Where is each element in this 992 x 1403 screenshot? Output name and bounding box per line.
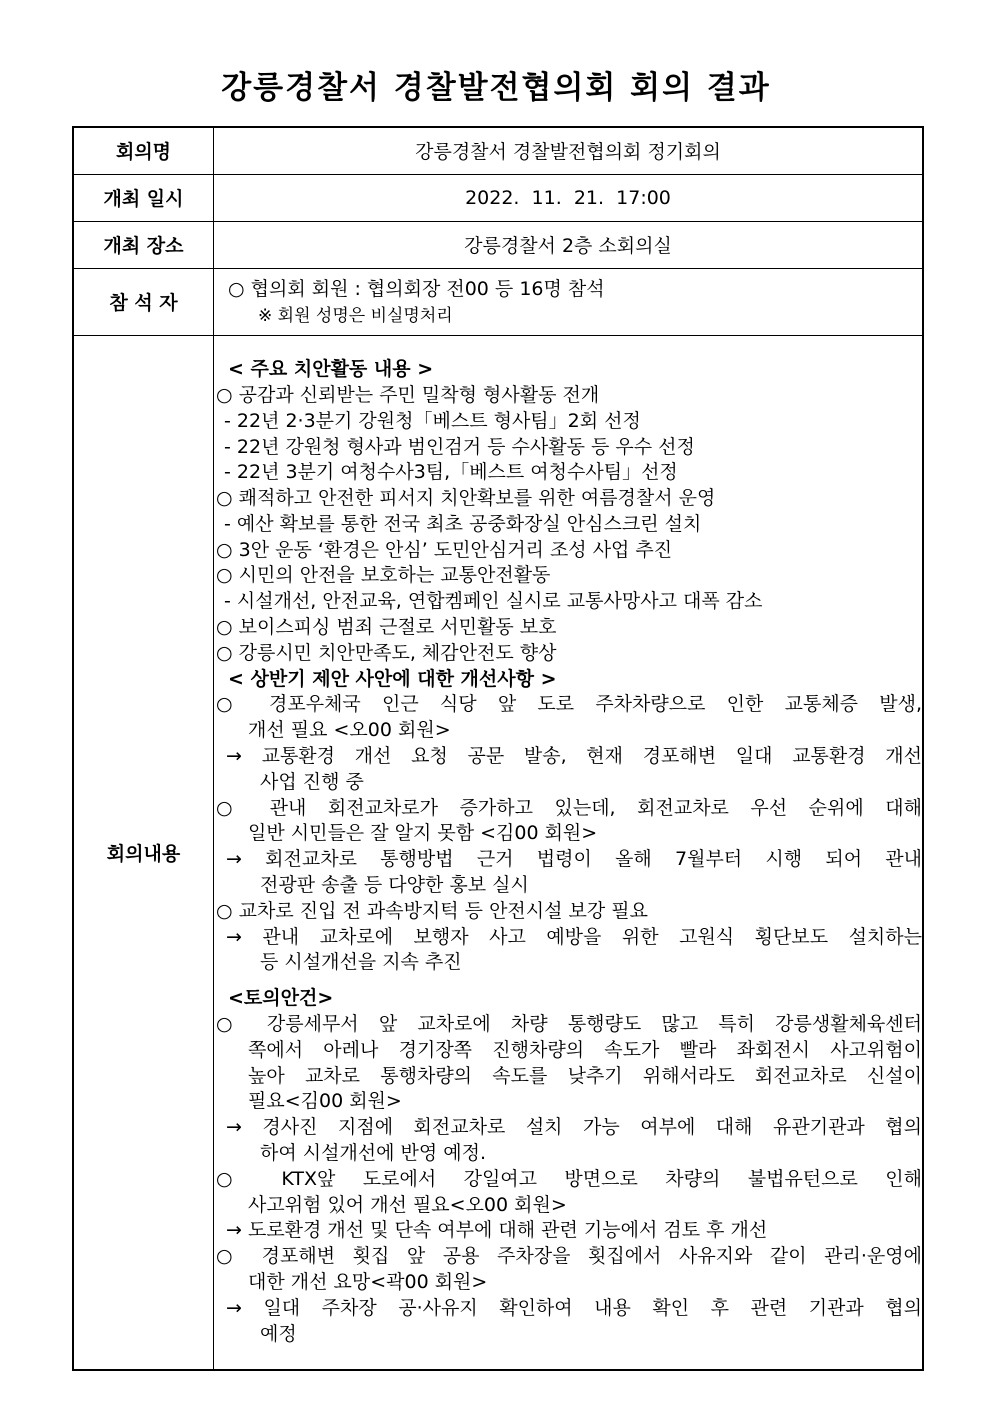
- section-heading: < 주요 치안활동 내용 >: [228, 358, 434, 381]
- row-place: [73, 221, 923, 268]
- bullet-line: ○ 경포우체국 인근 식당 앞 도로 주차차량으로 인한 교통체증 발생,: [216, 693, 922, 716]
- attendees-label: 참 석 자: [73, 268, 214, 335]
- dash-line: - 예산 확보를 통한 전국 최초 공중화장실 안심스크린 설치: [224, 512, 702, 535]
- row-attendees: [73, 268, 923, 335]
- bullet-line: ○ 강릉세무서 앞 교차로에 차량 통행량도 많고 특히 강릉생활체육센터: [216, 1013, 922, 1036]
- continuation-line: 사고위험 있어 개선 필요<오00 회원>: [248, 1193, 567, 1216]
- date-label: 개최 일시: [73, 174, 214, 221]
- continuation-line: 사업 진행 중: [260, 770, 364, 793]
- dash-line: - 22년 2·3분기 강원청「베스트 형사팀」2회 선정: [224, 409, 641, 432]
- arrow-line: → 교통환경 개선 요청 공문 발송, 현재 경포해변 일대 교통환경 개선: [226, 745, 922, 768]
- continuation-line: 대한 개선 요망<곽00 회원>: [248, 1271, 488, 1293]
- arrow-line: → 관내 교차로에 보행자 사고 예방을 위한 고원식 횡단보도 설치하는: [226, 925, 922, 948]
- section-heading: < 상반기 제안 사안에 대한 개선사항 >: [228, 667, 557, 690]
- continuation-line: 높아 교차로 통행차량의 속도를 낮추기 위해서라도 회전교차로 신설이: [248, 1064, 922, 1087]
- meeting-result-table: [72, 126, 924, 1371]
- arrow-line: → 회전교차로 통행방법 근거 법령이 올해 7월부터 시행 되어 관내: [226, 848, 922, 871]
- place-value: 강릉경찰서 2층 소회의실: [214, 221, 924, 268]
- dash-line: - 22년 강원청 형사과 범인검거 등 수사활동 등 우수 선정: [224, 435, 695, 458]
- place-label: 개최 장소: [73, 221, 214, 268]
- continuation-line: 등 시설개선을 지속 추진: [260, 951, 462, 974]
- meeting-name-value: 강릉경찰서 경찰발전협의회 정기회의: [214, 127, 924, 174]
- bullet-line: ○ 강릉시민 치안만족도, 체감안전도 향상: [216, 641, 557, 664]
- dash-line: - 22년 3분기 여청수사3팀,「베스트 여청수사팀」선정: [224, 461, 678, 484]
- bullet-line: ○ 관내 회전교차로가 증가하고 있는데, 회전교차로 우선 순위에 대해: [216, 796, 922, 819]
- meeting-name-label: 회의명: [73, 127, 214, 174]
- content-label: 회의내용: [73, 335, 214, 1370]
- continuation-line: 일반 시민들은 잘 알지 못함 <김00 회원>: [248, 822, 598, 845]
- page-title: 강릉경찰서 경찰발전협의회 회의 결과: [221, 70, 771, 106]
- continuation-line: 예정: [260, 1322, 297, 1345]
- content-body: [214, 335, 924, 1370]
- attendees-line: ○ 협의회 회원 : 협의회장 전00 등 16명 참석: [228, 277, 605, 300]
- continuation-line: 전광판 송출 등 다양한 홍보 실시: [260, 874, 529, 897]
- continuation-line: 쪽에서 아레나 경기장쪽 진행차량의 속도가 빨라 좌회전시 사고위험이: [248, 1038, 922, 1061]
- date-value: 2022. 11. 21. 17:00: [214, 174, 924, 221]
- bullet-line: ○ 시민의 안전을 보호하는 교통안전활동: [216, 564, 551, 587]
- continuation-line: 개선 필요 <오00 회원>: [248, 719, 451, 742]
- bullet-line: ○ 공감과 신뢰받는 주민 밀착형 형사활동 전개: [216, 383, 600, 406]
- bullet-line: ○ 교차로 진입 전 과속방지턱 등 안전시설 보강 필요: [216, 899, 648, 922]
- row-date: [73, 174, 923, 221]
- arrow-line: → 도로환경 개선 및 단속 여부에 대해 관련 기능에서 검토 후 개선: [226, 1219, 768, 1242]
- bullet-line: ○ 쾌적하고 안전한 피서지 치안확보를 위한 여름경찰서 운영: [216, 487, 716, 510]
- bullet-line: ○ KTX앞 도로에서 강일여고 방면으로 차량의 불법유턴으로 인해: [216, 1167, 922, 1190]
- bullet-line: ○ 보이스피싱 범죄 근절로 서민활동 보호: [216, 616, 557, 639]
- arrow-line: → 일대 주차장 공·사유지 확인하여 내용 확인 후 관련 기관과 협의: [226, 1296, 922, 1319]
- arrow-line: → 경사진 지점에 회전교차로 설치 가능 여부에 대해 유관기관과 협의: [226, 1116, 922, 1139]
- row-content: [73, 335, 923, 1370]
- bullet-line: ○ 3안 운동 ‘환경은 안심’ 도민안심거리 조성 사업 추진: [216, 538, 673, 561]
- continuation-line: 필요<김00 회원>: [248, 1090, 402, 1113]
- dash-line: - 시설개선, 안전교육, 연합켐페인 실시로 교통사망사고 대폭 감소: [224, 590, 763, 613]
- attendees-note: ※ 회원 성명은 비실명처리: [258, 305, 453, 326]
- section-heading: <토의안건>: [228, 987, 334, 1010]
- bullet-line: ○ 경포해변 횟집 앞 공용 주차장을 횟집에서 사유지와 같이 관리·운영에: [216, 1245, 922, 1268]
- row-meeting-name: [73, 127, 923, 174]
- attendees-value: [214, 268, 924, 335]
- continuation-line: 하여 시설개선에 반영 예정.: [260, 1142, 487, 1165]
